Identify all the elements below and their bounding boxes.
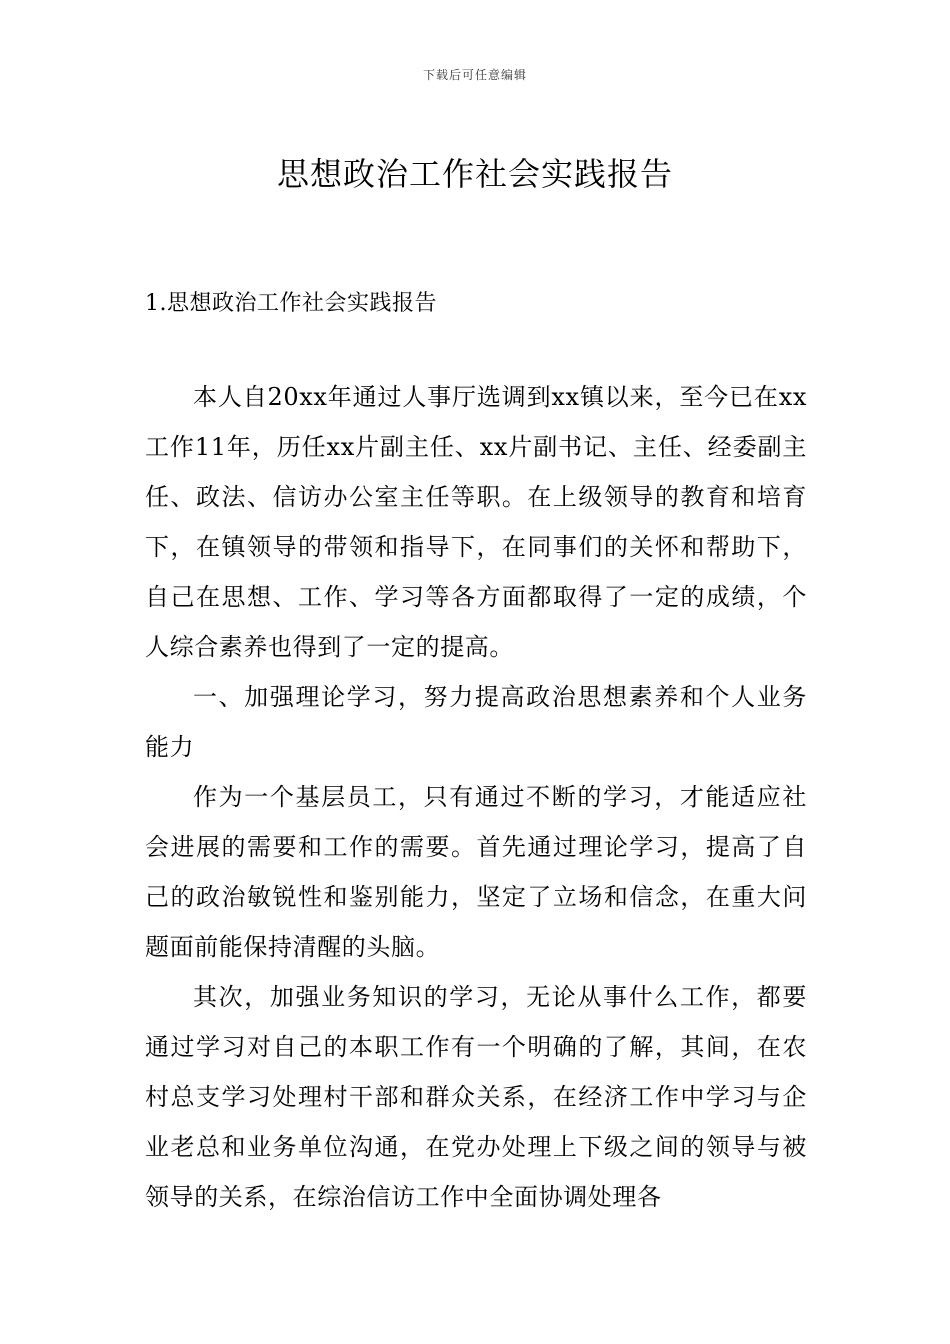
paragraph-intro: 本人自20xx年通过人事厅选调到xx镇以来，至今已在xx工作11年，历任xx片副主任、xx片副书记、主任、经委副主任、政法、信访办公室主任等职。在上级领导的教育和培育下，在镇领导的带领和指导下，在同事们的关怀和帮助下，自己在思想、工作、学习等各方面都取得了一定的成绩，个人综合素养也得到了一定的提高。 [145, 383, 807, 661]
section-heading: 1.思想政治工作社会实践报告 [145, 291, 437, 316]
paragraph-subheading: 一、加强理论学习，努力提高政治思想素养和个人业务能力 [145, 683, 807, 761]
page-title: 思想政治工作社会实践报告 [276, 155, 673, 194]
paragraph-business: 其次，加强业务知识的学习，无论从事什么工作，都要通过学习对自己的本职工作有一个明确的了解，其间，在农村总支学习处理村干部和群众关系，在经济工作中学习与企业老总和业务单位沟通，在党办处理上下级之间的领导与被领导的关系，在综治信访工作中全面协调处理各 [145, 983, 807, 1211]
paragraph-learning: 作为一个基层员工，只有通过不断的学习，才能适应社会进展的需要和工作的需要。首先通过理论学习，提高了自己的政治敏锐性和鉴别能力，坚定了立场和信念，在重大问题面前能保持清醒的头脑。 [145, 783, 807, 961]
header-note: 下载后可任意编辑 [422, 68, 527, 82]
body-text [145, 372, 807, 1222]
